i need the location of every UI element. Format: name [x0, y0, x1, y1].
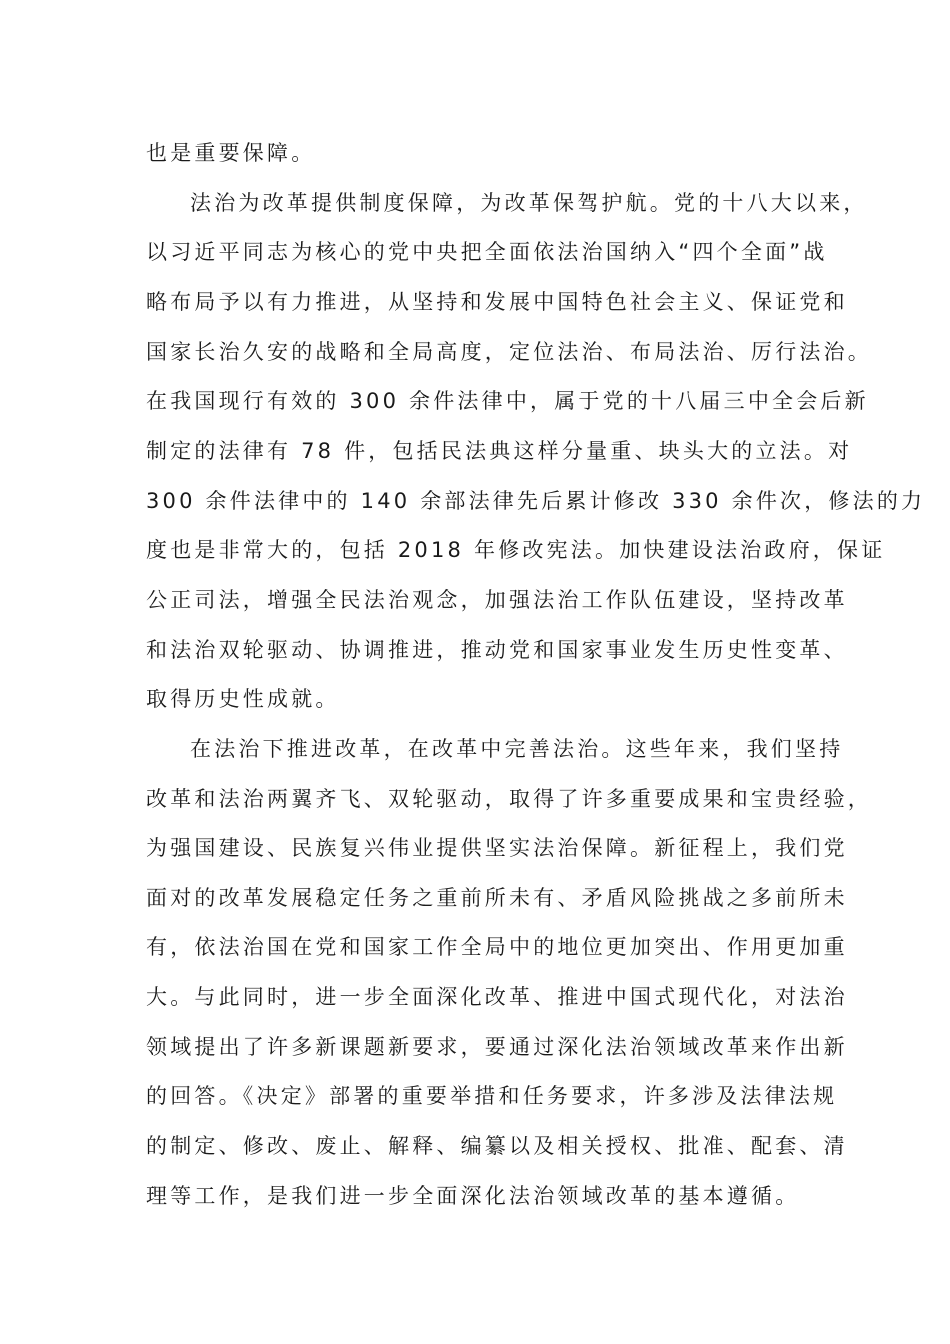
paragraph-3-line-7: 领域提出了许多新课题新要求，要通过深化法治领域改革来作出新: [146, 1035, 848, 1059]
paragraph-2-line-9: 公正司法，增强全民法治观念，加强法治工作队伍建设，坚持改革: [146, 588, 848, 612]
paragraph-2-line-4: 国家长治久安的战略和全局高度，定位法治、布局法治、厉行法治。: [146, 340, 872, 364]
paragraph-2-line-2: 以习近平同志为核心的党中央把全面依法治国纳入“四个全面”战: [146, 240, 828, 264]
paragraph-3-line-4: 面对的改革发展稳定任务之重前所未有、矛盾风险挑战之多前所未: [146, 886, 848, 910]
paragraph-2-line-5: 在我国现行有效的 300 余件法律中，属于党的十八届三中全会后新: [146, 389, 869, 413]
paragraph-2-line-10: 和法治双轮驱动、协调推进，推动党和国家事业发生历史性变革、: [146, 638, 848, 662]
paragraph-2-line-8: 度也是非常大的，包括 2018 年修改宪法。加快建设法治政府，保证: [146, 538, 886, 562]
paragraph-3-line-6: 大。与此同时，进一步全面深化改革、推进中国式现代化，对法治: [146, 985, 848, 1009]
paragraph-3-line-9: 的制定、修改、废止、解释、编纂以及相关授权、批准、配套、清: [146, 1134, 848, 1158]
paragraph-2-line-1: 法治为改革提供制度保障，为改革保驾护航。党的十八大以来，: [190, 191, 868, 215]
paragraph-2-line-11: 取得历史性成就。: [146, 687, 340, 711]
paragraph-3-line-2: 改革和法治两翼齐飞、双轮驱动，取得了许多重要成果和宝贵经验，: [146, 787, 872, 811]
paragraph-1-line-1: 也是重要保障。: [146, 141, 316, 165]
paragraph-3-line-3: 为强国建设、民族复兴伟业提供坚实法治保障。新征程上，我们党: [146, 836, 848, 860]
paragraph-3-line-10: 理等工作，是我们进一步全面深化法治领域改革的基本遵循。: [146, 1184, 800, 1208]
paragraph-2-line-6: 制定的法律有 78 件，包括民法典这样分量重、块头大的立法。对: [146, 439, 853, 463]
paragraph-2-line-3: 略布局予以有力推进，从坚持和发展中国特色社会主义、保证党和: [146, 290, 848, 314]
paragraph-3-line-8: 的回答。《决定》部署的重要举措和任务要求，许多涉及法律法规: [146, 1084, 838, 1108]
paragraph-3-line-5: 有，依法治国在党和国家工作全局中的地位更加突出、作用更加重: [146, 935, 848, 959]
paragraph-2-line-7: 300 余件法律中的 140 余部法律先后累计修改 330 余件次，修法的力: [146, 489, 926, 513]
paragraph-3-line-1: 在法治下推进改革，在改革中完善法治。这些年来，我们坚持: [190, 737, 844, 761]
